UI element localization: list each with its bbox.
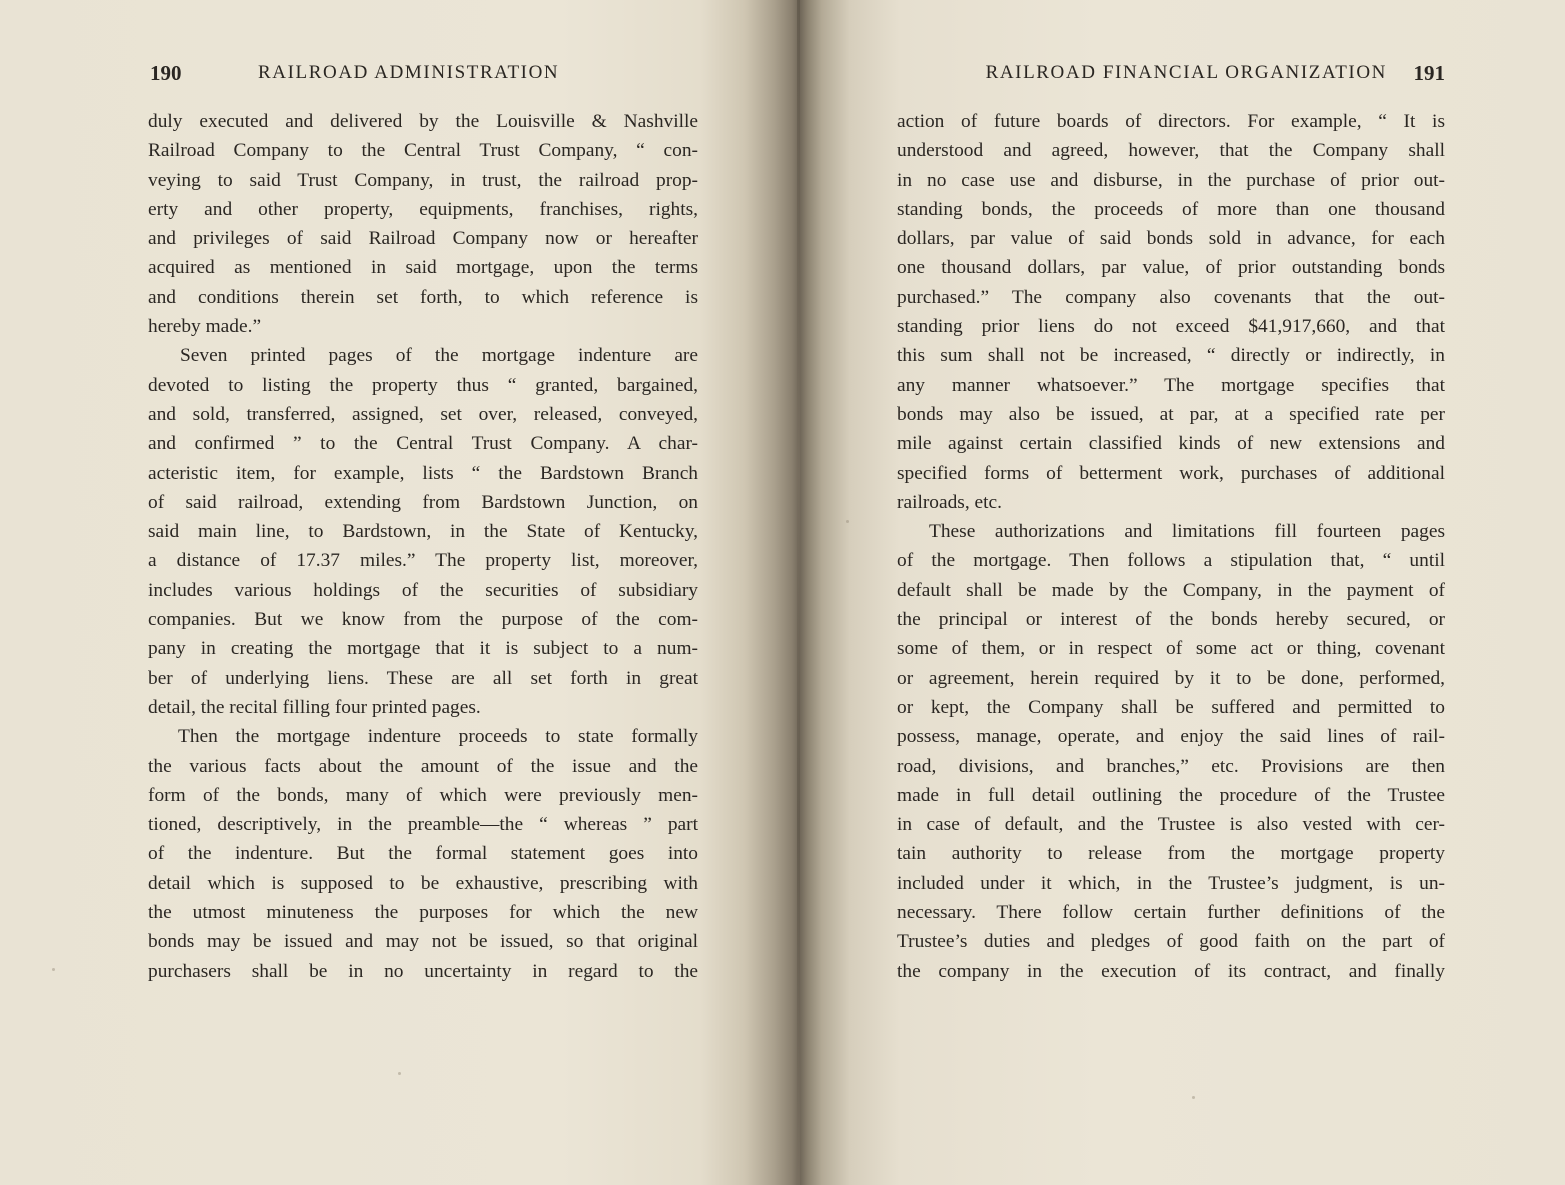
text-line: standing prior liens do not exceed $41,917,660, and that bbox=[897, 316, 1445, 338]
text-line: specified forms of betterment work, purchases of additional bbox=[897, 462, 1445, 484]
text-line: the principal or interest of the bonds hereby secured, or bbox=[897, 609, 1445, 631]
text-line: erty and other property, equipments, franchises, rights, bbox=[148, 198, 698, 220]
text-line: mile against certain classified kinds of new extensions and bbox=[897, 433, 1445, 455]
text-line: Then the mortgage indenture proceeds to state formally bbox=[178, 726, 698, 748]
text-line: in case of default, and the Trustee is also vested with cer- bbox=[897, 814, 1445, 836]
text-line: form of the bonds, many of which were previously men- bbox=[148, 784, 698, 806]
book-gutter bbox=[797, 0, 800, 1185]
text-line: and sold, transferred, assigned, set over, released, conveyed, bbox=[148, 403, 698, 425]
text-line: of the mortgage. Then follows a stipulation that, “ until bbox=[897, 550, 1445, 572]
text-line: road, divisions, and branches,” etc. Provisions are then bbox=[897, 755, 1445, 777]
right-page bbox=[808, 0, 1565, 1185]
text-line: or agreement, herein required by it to be done, performed, bbox=[897, 667, 1445, 689]
left-running-head bbox=[150, 58, 695, 88]
text-line: the company in the execution of its contract, and finally bbox=[897, 960, 1445, 982]
text-line: in no case use and disburse, in the purchase of prior out- bbox=[897, 169, 1445, 191]
right-running-head bbox=[948, 58, 1445, 88]
text-line: detail, the recital filling four printed pages. bbox=[148, 696, 481, 718]
paper-speck bbox=[52, 968, 55, 971]
text-line: dollars, par value of said bonds sold in advance, for each bbox=[897, 228, 1445, 250]
right-running-title: RAILROAD FINANCIAL ORGANIZATION bbox=[985, 62, 1387, 83]
text-line: understood and agreed, however, that the Company shall bbox=[897, 140, 1445, 162]
right-page-number: 191 bbox=[1413, 61, 1445, 85]
text-line: acquired as mentioned in said mortgage, upon the terms bbox=[148, 257, 698, 279]
text-line: devoted to listing the property thus “ granted, bargained, bbox=[148, 374, 698, 396]
text-line: purchasers shall be in no uncertainty in regard to the bbox=[148, 960, 698, 982]
text-line: any manner whatsoever.” The mortgage specifies that bbox=[897, 374, 1445, 396]
text-line: made in full detail outlining the procedure of the Trustee bbox=[897, 784, 1445, 806]
text-line: purchased.” The company also covenants that the out- bbox=[897, 286, 1445, 308]
text-line: bonds may also be issued, at par, at a specified rate per bbox=[897, 403, 1445, 425]
text-line: or kept, the Company shall be suffered and permitted to bbox=[897, 696, 1445, 718]
text-line: of the indenture. But the formal statement goes into bbox=[148, 843, 698, 865]
text-line: action of future boards of directors. For example, “ It is bbox=[897, 111, 1445, 132]
left-running-title: RAILROAD ADMINISTRATION bbox=[258, 62, 560, 83]
text-line: and conditions therein set forth, to which reference is bbox=[148, 286, 698, 308]
text-line: one thousand dollars, par value, of prior outstanding bonds bbox=[897, 257, 1445, 279]
text-line: standing bonds, the proceeds of more than one thousand bbox=[897, 198, 1445, 220]
text-line: bonds may be issued and may not be issued, so that original bbox=[148, 931, 698, 953]
text-line: this sum shall not be increased, “ directly or indirectly, in bbox=[897, 345, 1445, 367]
text-line: railroads, etc. bbox=[897, 491, 1002, 513]
text-line: and confirmed ” to the Central Trust Company. A char- bbox=[148, 433, 698, 455]
text-line: duly executed and delivered by the Louisville & Nashville bbox=[148, 111, 698, 132]
left-page-number: 190 bbox=[150, 61, 182, 85]
text-line: Seven printed pages of the mortgage indenture are bbox=[180, 345, 698, 367]
text-line: hereby made.” bbox=[148, 316, 262, 338]
text-line: said main line, to Bardstown, in the State of Kentucky, bbox=[148, 521, 698, 543]
text-line: Trustee’s duties and pledges of good faith on the part of bbox=[897, 931, 1445, 953]
right-page-text bbox=[897, 107, 1445, 986]
text-line: and privileges of said Railroad Company now or hereafter bbox=[148, 228, 698, 250]
text-line: ber of underlying liens. These are all set forth in great bbox=[148, 667, 698, 689]
text-line: includes various holdings of the securities of subsidiary bbox=[148, 579, 698, 601]
text-line: pany in creating the mortgage that it is subject to a num- bbox=[148, 638, 698, 660]
paper-speck bbox=[1192, 1096, 1195, 1099]
text-line: default shall be made by the Company, in the payment of bbox=[897, 579, 1445, 601]
paper-speck bbox=[846, 520, 849, 523]
left-page-text bbox=[148, 107, 698, 986]
text-line: detail which is supposed to be exhaustive, prescribing with bbox=[148, 872, 698, 894]
text-line: acteristic item, for example, lists “ the Bardstown Branch bbox=[148, 462, 698, 484]
text-line: tioned, descriptively, in the preamble—the “ whereas ” part bbox=[148, 814, 698, 836]
text-line: the various facts about the amount of the issue and the bbox=[148, 755, 698, 777]
text-line: tain authority to release from the mortgage property bbox=[897, 843, 1445, 865]
text-line: the utmost minuteness the purposes for which the new bbox=[148, 902, 698, 924]
text-line: necessary. There follow certain further definitions of the bbox=[897, 902, 1445, 924]
text-line: companies. But we know from the purpose of the com- bbox=[148, 609, 698, 631]
text-line: some of them, or in respect of some act or thing, covenant bbox=[897, 638, 1445, 660]
text-line: Railroad Company to the Central Trust Company, “ con- bbox=[148, 140, 698, 162]
text-line: possess, manage, operate, and enjoy the said lines of rail- bbox=[897, 726, 1445, 748]
text-line: These authorizations and limitations fill fourteen pages bbox=[929, 521, 1445, 543]
paper-speck bbox=[398, 1072, 401, 1075]
text-line: veying to said Trust Company, in trust, the railroad prop- bbox=[148, 169, 698, 191]
text-line: of said railroad, extending from Bardstown Junction, on bbox=[148, 491, 698, 513]
text-line: included under it which, in the Trustee’s judgment, is un- bbox=[897, 872, 1445, 894]
text-line: a distance of 17.37 miles.” The property list, moreover, bbox=[148, 550, 698, 572]
